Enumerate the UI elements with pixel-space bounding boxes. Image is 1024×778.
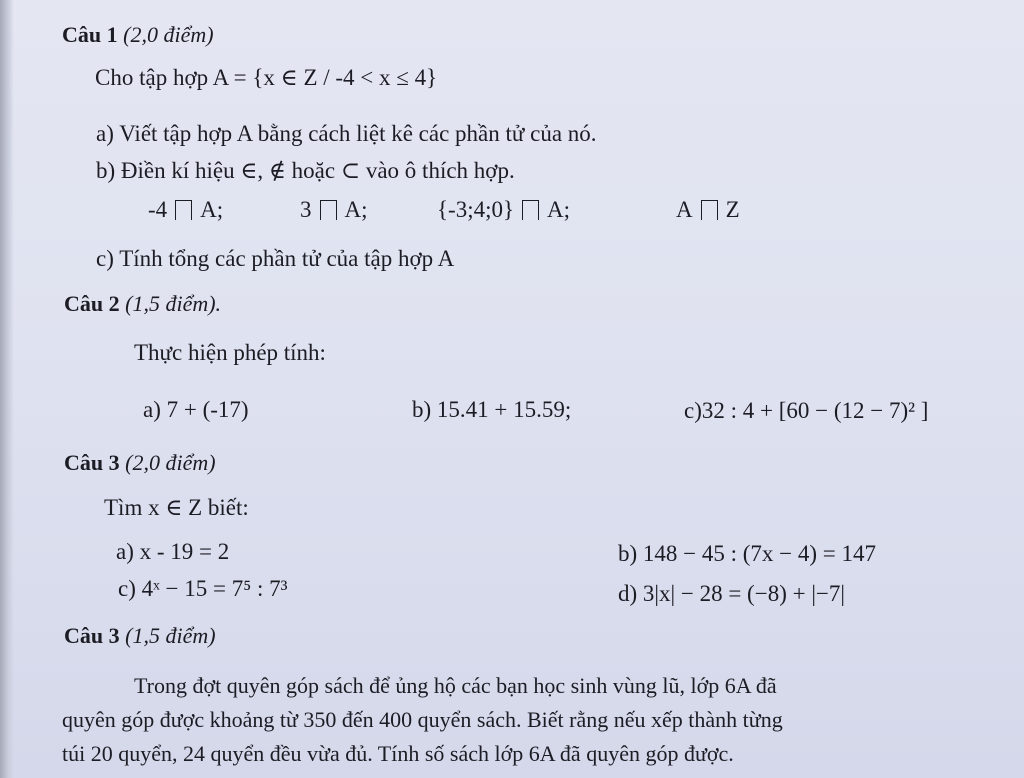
answer-box bbox=[175, 200, 192, 220]
question-1-part-c: c) Tính tổng các phần tử của tập hợp A bbox=[96, 246, 455, 271]
question-2-points: (1,5 điểm). bbox=[125, 291, 222, 316]
question-1-part-a: a) Viết tập hợp A bằng cách liệt kê các phần tử của nó. bbox=[96, 121, 597, 146]
page-edge-shadow bbox=[0, 0, 14, 778]
question-3-points: (2,0 điểm) bbox=[125, 450, 216, 475]
fill-term: {-3;4;0} bbox=[437, 197, 515, 222]
fill-term: A bbox=[676, 197, 693, 222]
fill-term: Z bbox=[725, 197, 740, 222]
problem-line-3: túi 20 quyển, 24 quyển đều vừa đủ. Tính số sách lớp 6A đã quyên góp được. bbox=[62, 741, 734, 766]
question-3-part-b: b) 148 − 45 : (7x − 4) = 147 bbox=[618, 541, 877, 566]
answer-box bbox=[320, 200, 337, 220]
question-1-part-b: b) Điền kí hiệu ∈, ∉ hoặc ⊂ vào ô thích hợp. bbox=[96, 158, 515, 183]
fill-term: 3 bbox=[300, 197, 312, 222]
question-1-heading bbox=[62, 21, 214, 49]
question-1-intro: Cho tập hợp A = {x ∈ Z / -4 < x ≤ 4} bbox=[95, 65, 438, 90]
question-1-points: (2,0 điểm) bbox=[123, 22, 214, 47]
question-2-part-a: a) 7 + (-17) bbox=[143, 397, 249, 422]
answer-box bbox=[522, 200, 539, 220]
fill-term: A; bbox=[200, 197, 224, 222]
question-1-label: Câu 1 bbox=[62, 22, 118, 47]
question-2-part-b: b) 15.41 + 15.59; bbox=[412, 397, 572, 422]
question-4-points: (1,5 điểm) bbox=[125, 623, 216, 648]
question-2-label: Câu 2 bbox=[64, 291, 120, 316]
fill-in-row-2 bbox=[300, 196, 368, 224]
question-4-heading bbox=[64, 622, 216, 650]
question-3-label: Câu 3 bbox=[64, 450, 120, 475]
question-3-part-d: d) 3|x| − 28 = (−8) + |−7| bbox=[618, 581, 846, 606]
fill-in-row-1 bbox=[148, 196, 223, 224]
fill-term: A; bbox=[344, 197, 368, 222]
answer-box bbox=[701, 200, 718, 220]
question-3-heading bbox=[64, 449, 216, 477]
problem-line-1: Trong đợt quyên góp sách để ủng hộ các bạn học sinh vùng lũ, lớp 6A đã bbox=[134, 673, 777, 698]
fill-in-row-4 bbox=[676, 196, 740, 224]
question-2-intro: Thực hiện phép tính: bbox=[134, 340, 326, 365]
question-4-label: Câu 3 bbox=[64, 623, 120, 648]
question-2-part-c: c)32 : 4 + [60 − (12 − 7)² ] bbox=[684, 398, 929, 423]
fill-term: -4 bbox=[148, 197, 168, 222]
question-3-part-a: a) x - 19 = 2 bbox=[116, 539, 230, 564]
problem-line-2: quyên góp được khoảng từ 350 đến 400 quyển sách. Biết rằng nếu xếp thành từng bbox=[62, 707, 783, 732]
fill-term: A; bbox=[547, 197, 571, 222]
question-3-part-c: c) 4ˣ − 15 = 7⁵ : 7³ bbox=[118, 576, 288, 601]
question-2-heading bbox=[64, 290, 221, 318]
question-3-intro: Tìm x ∈ Z biết: bbox=[104, 495, 249, 520]
fill-in-row-3 bbox=[437, 196, 570, 224]
